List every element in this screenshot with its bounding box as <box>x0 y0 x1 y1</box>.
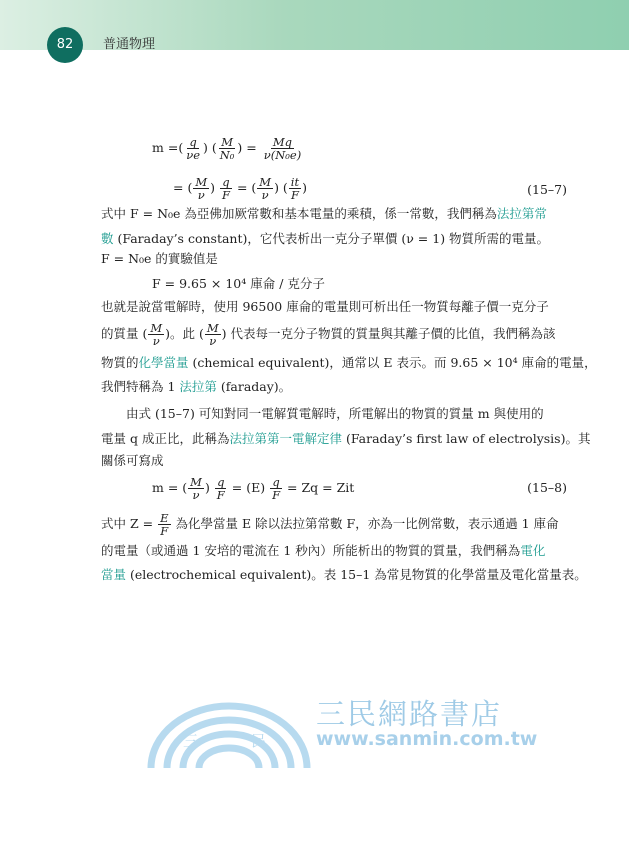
term-faraday-constant: 法拉第常 <box>496 206 547 221</box>
watermark-char-left: 三 <box>183 732 199 750</box>
equation-number-15-7: (15–7) <box>527 182 567 197</box>
page-number-badge: 82 <box>47 27 83 63</box>
term-chemical-equivalent: 化學當量 <box>138 355 189 370</box>
page-header-band <box>0 0 629 50</box>
equation-15-7-line1: m =( $\frac{q}{\nu e}$ ) ( $\frac{M}{\text{N₀}}$ ) = $\frac{Mq}{\text{ν(N₀e)}}$ <box>152 135 302 162</box>
text-line: 電量 q 成正比，此稱為法拉第第一電解定律 (Faraday’s first law of electrolysis)。其 <box>101 431 591 446</box>
faraday-value-equation: F = 9.65 × 10⁴ 庫侖 / 克分子 <box>152 276 325 291</box>
text-line: 也就是說當電解時，使用 96500 庫侖的電量則可析出任一物質每離子價一克分子 <box>101 299 549 314</box>
term-electrochemical-equivalent: 電化 <box>520 543 546 558</box>
term-faraday: 法拉第 <box>179 379 217 394</box>
equation-15-7-line2: = ( $\frac{M}{\nu}$ ) $\frac{q}{F}$ = ( $\frac{M}{\nu}$ ) ( $\frac{it}{F}$ ) <box>173 175 307 202</box>
text-line: 由式 (15–7) 可知對同一電解質電解時，所電解出的物質的質量 m 與使用的 <box>126 406 544 421</box>
text-line: 物質的化學當量 (chemical equivalent)，通常以 E 表示。而 9.65 × 10⁴ 庫侖的電量， <box>101 355 597 370</box>
text-line: 式中 Z = $\frac{E}{F}$ 為化學當量 E 除以法拉第常數 F，亦為一比例常數，表示通過 1 庫侖 <box>101 511 559 538</box>
text-line: 關係可寫成 <box>101 453 164 468</box>
text-line: 我們特稱為 1 法拉第 (faraday)。 <box>101 379 292 394</box>
term-faraday-first-law: 法拉第第一電解定律 <box>229 431 342 446</box>
chapter-title: 普通物理 <box>103 37 156 52</box>
watermark-title: 三民網路書店 <box>316 697 503 731</box>
equation-15-8: m = ( $\frac{M}{\nu}$ ) $\frac{q}{F}$ = (E) $\frac{q}{F}$ = Zq = Zit <box>152 475 355 502</box>
watermark-url: www.sanmin.com.tw <box>316 728 538 750</box>
text-line: F = N₀e 的實驗值是 <box>101 251 218 266</box>
equation-number-15-8: (15–8) <box>527 480 567 495</box>
watermark-char-right: 民 <box>251 732 267 750</box>
text-line: 數 (Faraday’s constant)，它代表析出一克分子單價 (ν = 1) 物質所需的電量。 <box>101 231 550 246</box>
term-electrochemical-equivalent-cont: 當量 <box>101 567 127 582</box>
text-line: 式中 F = N₀e 為亞佛加厥常數和基本電量的乘積，係一常數，我們稱為法拉第常 <box>101 206 547 221</box>
text-line: 的電量（或通過 1 安培的電流在 1 秒內）所能析出的物質的質量，我們稱為電化 <box>101 543 546 558</box>
text-line: 當量 (electrochemical equivalent)。表 15–1 為常見物質的化學當量及電化當量表。 <box>101 567 587 582</box>
term-faraday-constant-cont: 數 <box>101 231 114 246</box>
text-line: 的質量 ( $\frac{M}{\nu}$ )。此 ( $\frac{M}{\nu}$ ) 代表每一克分子物質的質量與其離子價的比值，我們稱為該 <box>101 321 556 348</box>
